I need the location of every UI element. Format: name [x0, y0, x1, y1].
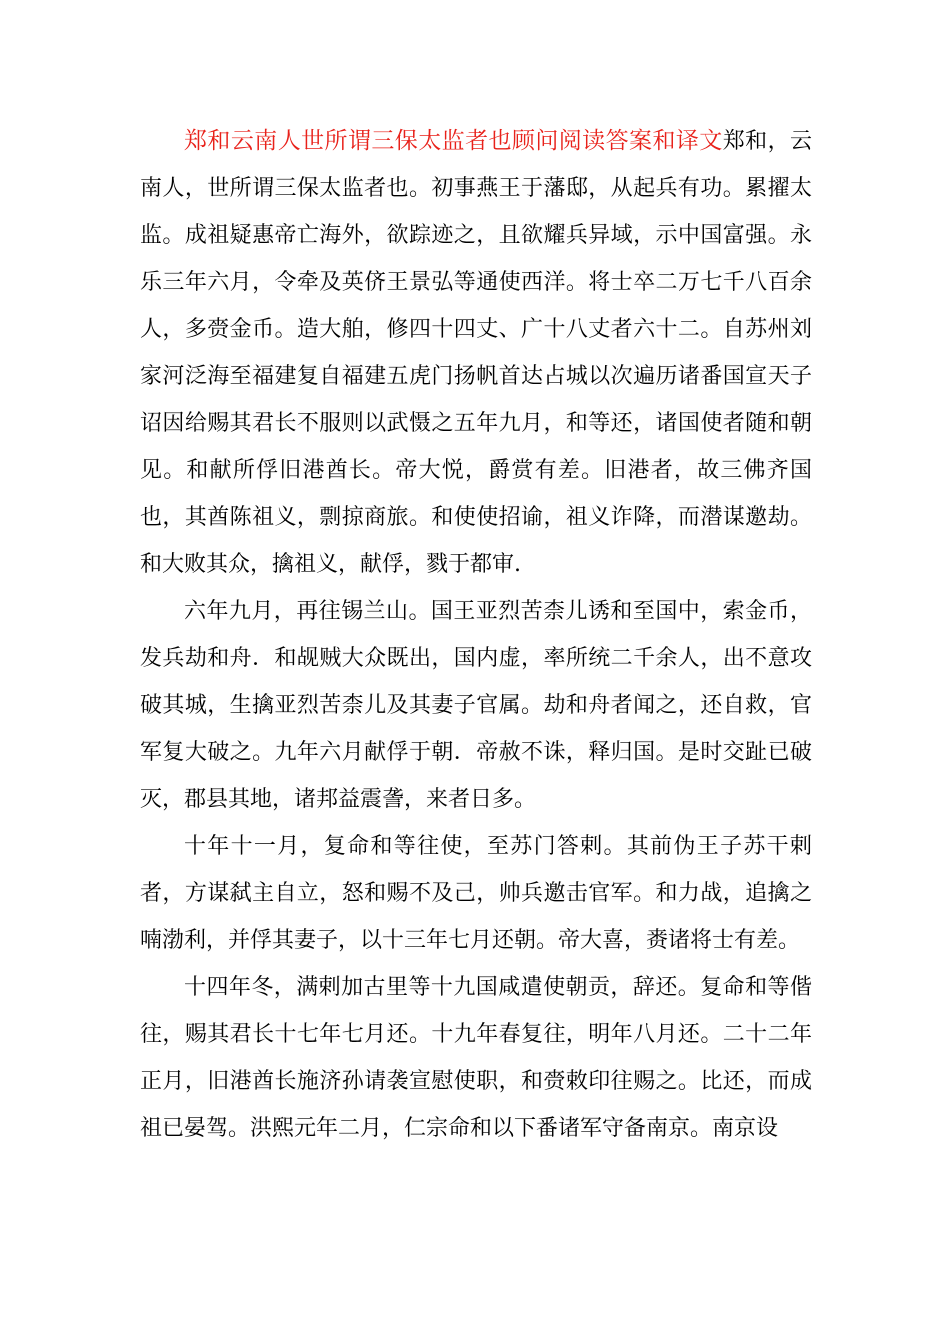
paragraph-2: 六年九月，再往锡兰山。国王亚烈苦柰儿诱和至国中，索金币，发兵劫和舟．和觇贼大众既出，国内虚，率所统二千余人，出不意攻破其城，生擒亚烈苦柰儿及其妻子官属。劫和舟者闻之，还自救，官军复大破之。九年六月献俘于朝．帝赦不诛，释归国。是时交趾已破灭，郡县其地，诸邦益震詟，来者日多。	[140, 599, 812, 812]
document-page	[140, 118, 812, 1152]
paragraph-text: 郑和，云南人，世所谓三保太监者也。初事燕王于藩邸，从起兵有功。累擢太监。成祖疑惠帝亡海外，欲踪迹之，且欲耀兵异域，示中国富强。永乐三年六月，令牵及英侪王景弘等通使西洋。将士卒二万七千八百余人，多赍金币。造大舶，修四十四丈、广十八丈者六十二。自苏州刘家河泛海至福建复自福建五虎门扬帆首达占城以次遍历诸番国宣天子诏因给赐其君长不服则以武慑之五年九月，和等还，诸国使者随和朝见。和献所俘旧港酋长。帝大悦，爵赏有差。旧港者，故三佛齐国也，其酋陈祖义，剽掠商旅。和使使招谕，祖义诈降，而潜谋邀劫。和大败其众，擒祖义，献俘，戮于都审.	[140, 129, 812, 577]
paragraph-3: 十年十一月，复命和等往使，至苏门答剌。其前伪王子苏干剌者，方谋弑主自立，怒和赐不及己，帅兵邀击官军。和力战，追擒之喃渤利，并俘其妻子，以十三年七月还朝。帝大喜，赉诸将士有差。	[140, 834, 812, 953]
paragraph-4: 十四年冬，满剌加古里等十九国咸遣使朝贡，辞还。复命和等偕往，赐其君长十七年七月还。十九年春复往，明年八月还。二十二年正月，旧港酋长施济孙请袭宣慰使职，和赍敕印往赐之。比还，而成祖已晏驾。洪熙元年二月，仁宗命和以下番诸军守备南京。南京设	[140, 975, 812, 1141]
paragraph-1	[140, 118, 812, 588]
document-title: 郑和云南人世所谓三保太监者也顾问阅读答案和译文	[184, 128, 723, 154]
